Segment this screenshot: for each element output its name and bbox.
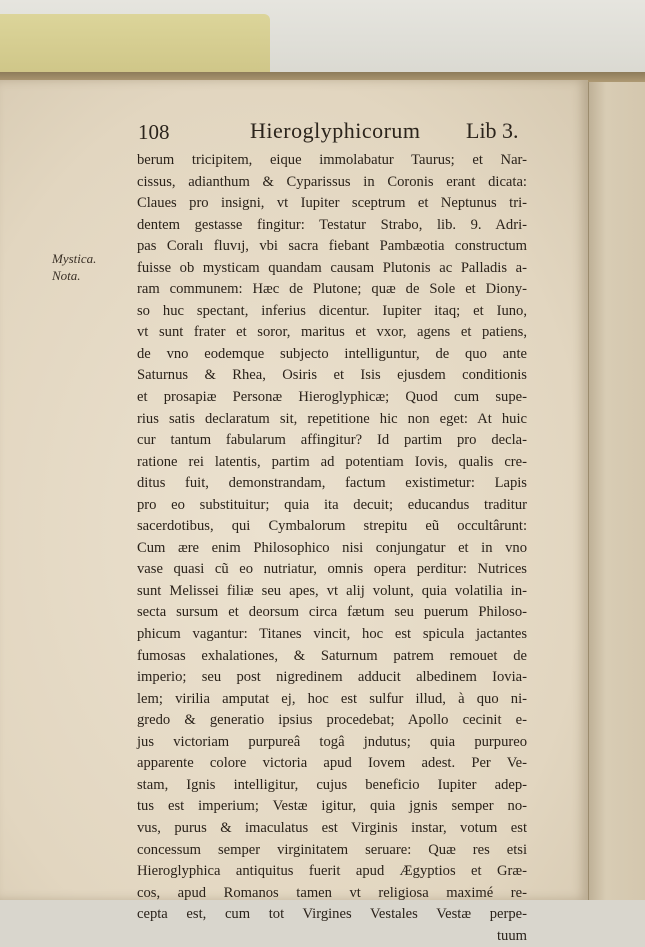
text-line: sacerdotibus, qui Cymbalorum strepitu eũ occultârunt: [137, 518, 527, 535]
text-line: stam, Ignis intelligitur, cujus beneficio Iupiter adep- [137, 776, 527, 793]
text-line: phicum vagantur: Titanes vincit, hoc est spicula jactantes [137, 626, 527, 643]
margin-note-line: Nota. [52, 268, 81, 283]
text-line: cepta est, cum tot Virgines Vestales Vestæ perpe- [137, 906, 527, 923]
text-line: Saturnus & Rhea, Osiris et Isis ejusdem conditionis [137, 367, 527, 384]
text-line: ditus fuit, demonstrandam, factum existimetur: Lapis [137, 475, 527, 492]
text-line: Cum ære enim Philosophico nisi conjungatur et in vno [137, 539, 527, 556]
book-label: Lib 3. [466, 118, 519, 143]
text-line: berum tricipitem, eique immolabatur Taurus; et Nar- [137, 152, 527, 168]
text-line: gredo & generatio ipsius procedebat; Apollo cecinit e- [137, 712, 527, 729]
text-line: lem; virilia amputat ej, hoc est sulfur illud, à quo ni- [137, 690, 527, 707]
page-number: 108 [138, 120, 170, 144]
body-text [137, 150, 527, 947]
text-line: rius satis declaratum sit, repetitione hic non eget: At huic [137, 410, 527, 427]
text-line: vus, purus & imaculatus est Virginis instar, votum est [137, 819, 527, 836]
text-line: cos, apud Romanos tamen vt religiosa maximé re- [137, 884, 527, 901]
text-line: secta sursum et deorsum circa fætum seu puerum Philoso- [137, 604, 527, 621]
running-title: Hieroglyphicorum [250, 118, 421, 143]
text-line: Claues pro insigni, vt Iupiter sceptrum et Neptunus tri- [137, 195, 527, 212]
text-line: apparente colore victoria apud Iovem adest. Per Ve- [137, 755, 527, 772]
text-line: vt sunt frater et soror, maritus et vxor, agens et patiens, [137, 324, 527, 341]
text-line: Hieroglyphica antiquitus fuerit apud Ægyptios et Græ- [137, 863, 527, 880]
margin-note [52, 250, 122, 284]
text-line: imperio; seu post nigredinem adducit albedinem Iovia- [137, 669, 527, 686]
text-line: cissus, adianthum & Cyparissus in Coronis erant dicata: [137, 173, 527, 190]
text-line: cur tantum fabularum affingitur? Id partim pro decla- [137, 432, 527, 449]
text-line: et prosapiæ Personæ Hieroglyphicæ; Quod cum supe- [137, 389, 527, 406]
text-line: fuisse ob mysticam quandam causam Plutonis ac Palladis a- [137, 259, 527, 276]
text-line: so huc spectant, inferius dicentur. Iupiter itaq; et Iuno, [137, 302, 527, 319]
running-head [132, 118, 532, 148]
text-line: pro eo substituitur; quia ita decuit; educandus traditur [137, 496, 527, 513]
text-line: de vno eodemque subjecto intelliguntur, de quo ante [137, 345, 527, 362]
adjacent-page [588, 82, 645, 900]
text-line: pas Coralı fluvıj, vbi sacra fiebant Pambæotia constructum [137, 238, 527, 255]
text-line: concessum semper virginitatem seruare: Quæ res etsi [137, 841, 527, 858]
margin-note-line: Mystica. [52, 251, 97, 266]
text-line: sunt Melissei filiæ seu apes, vt alij volunt, quia volatilia in- [137, 582, 527, 599]
text-line: fumosas exhalationes, & Saturnum patrem remouet de [137, 647, 527, 664]
green-cloth [0, 14, 270, 74]
text-line: dentem gestasse fingitur: Testatur Strabo, lib. 9. Adri- [137, 216, 527, 233]
text-line: jus victoriam purpureâ togâ jndutus; quia purpureo [137, 733, 527, 750]
text-line: ram communem: Hæc de Plutone; quæ de Sole et Diony- [137, 281, 527, 298]
text-line: ratione rei latentis, partim ad potentiam Iovis, qualis cre- [137, 453, 527, 470]
text-line: tuum [497, 927, 527, 944]
text-line: vase quasi cũ eo nutriatur, omnis opera perditur: Nutrices [137, 561, 527, 578]
text-line: tus est imperium; Vestæ igitur, quia jgnis semper no- [137, 798, 527, 815]
